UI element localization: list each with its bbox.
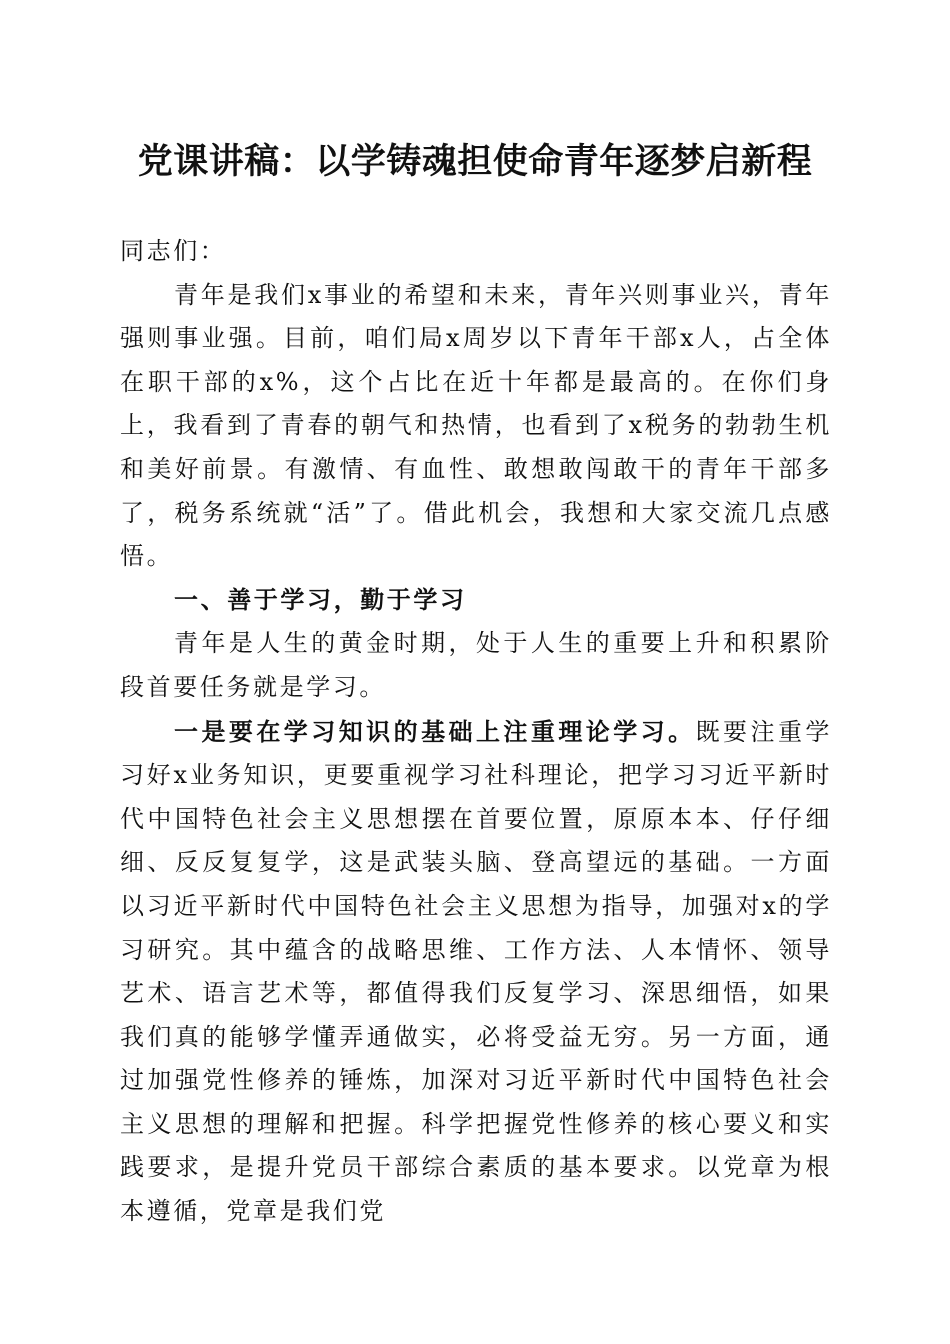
salutation: 同志们：: [120, 237, 227, 265]
intro-paragraph: 青年是我们x事业的希望和未来，青年兴则事业兴，青年强则事业强。目前，咱们局x周岁以下青年干部x人，占全体在职干部的x%，这个占比在近十年都是最高的。在你们身上，我看到了青春的朝气和热情，也看到了x税务的勃勃生机和美好前景。有激情、有血性、敢想敢闯敢干的青年干部多了，税务系统就“活”了。借此机会，我想和大家交流几点感悟。: [120, 280, 832, 571]
document-body: [120, 230, 832, 1234]
section-intro-paragraph: 青年是人生的黄金时期，处于人生的重要上升和积累阶段首要任务就是学习。: [120, 629, 832, 701]
section-heading: 一、善于学习，勤于学习: [174, 585, 467, 614]
point-body: 既要注重学习好x业务知识，更要重视学习社科理论，把学习习近平新时代中国特色社会主义思想摆在首要位置，原原本本、仔仔细细、反反复复学，这是武装头脑、登高望远的基础。一方面以习近平新时代中国特色社会主义思想为指导，加强对x的学习研究。其中蕴含的战略思维、工作方法、人本情怀、领导艺术、语言艺术等，都值得我们反复学习、深思细悟，如果我们真的能够学懂弄通做实，必将受益无穷。另一方面，通过加强党性修养的锤炼，加深对习近平新时代中国特色社会主义思想的理解和把握。科学把握党性修养的核心要义和实践要求，是提升党员干部综合素质的基本要求。以党章为根本遵循，党章是我们党: [120, 717, 833, 1226]
point-lead: 一是要在学习知识的基础上注重理论学习。: [174, 716, 696, 746]
point-paragraph: [120, 710, 832, 1234]
document-title: 党课讲稿：以学铸魂担使命青年逐梦启新程: [137, 141, 813, 182]
